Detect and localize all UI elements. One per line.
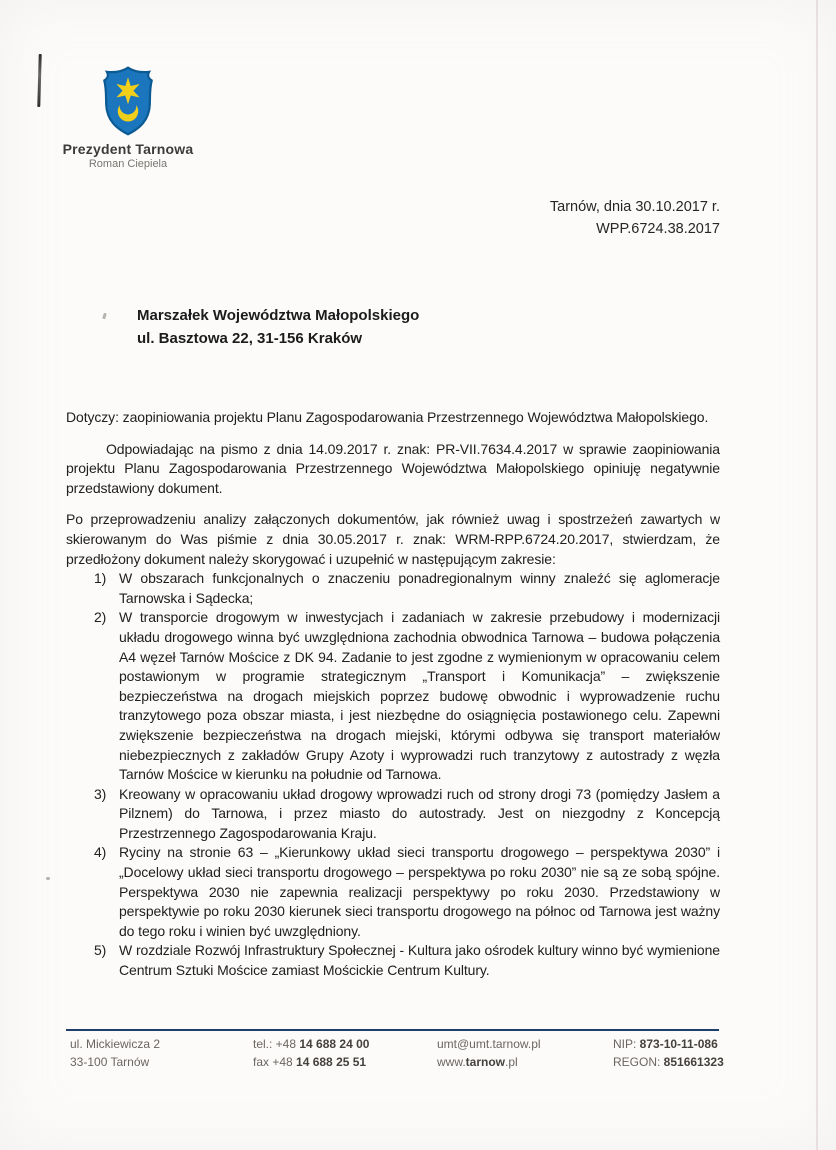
- footer-email: umt@umt.tarnow.pl: [437, 1037, 541, 1051]
- list-item-text: Kreowany w opracowaniu układ drogowy wprowadzi ruch od strony drogi 73 (pomiędzy Jasłem a Pilznem) do Tarnowa, i przez miasto do autostrady. Jest on niezgodny z Koncepcją Przestrzennego Zagospodarowania Kraju.: [119, 785, 720, 841]
- list-item-text: W rozdziale Rozwój Infrastruktury Społecznej - Kultura jako ośrodek kultury winno być wymienione Centrum Sztuki Mościce zamiast Mościckie Centrum Kultury.: [119, 942, 720, 979]
- list-item: [66, 608, 720, 784]
- list-item: [66, 569, 720, 608]
- scan-artifact: [46, 877, 50, 880]
- list-item-text: Ryciny na stronie 63 – „Kierunkowy układ sieci transportu drogowego – perspektywa 2030” i „Docelowy układ sieci transportu drogowego – perspektywa po roku 2030” nie są ze sobą spójne. Perspektywa 2030 nie zapewnia realizacji perspektywy po roku 2030. Przedstawiony w perspektywie po roku 2030 kierunek sieci transportu drogowego na północ od Tarnowa jest ważny do tego roku i winien być uwzględniony.: [119, 844, 720, 939]
- footer-website: www.tarnow.pl: [437, 1054, 518, 1069]
- signer-name: Roman Ciepiela: [88, 158, 168, 170]
- list-item-text: W obszarach funkcjonalnych o znaczeniu ponadregionalnym winny znaleźć się aglomeracje Tarnowska i Sądecka;: [119, 570, 720, 606]
- dateline: [550, 196, 720, 240]
- footer-regon: REGON: 851661323: [613, 1054, 724, 1069]
- response-paragraph: Odpowiadając na pismo z dnia 14.09.2017 r. znak: PR-VII.7634.4.2017 w sprawie zaopiniowania projektu Planu Zagospodarowania Przestrzennego Województwa Małopolskiego opiniuję negatywnie przedstawiony dokument.: [66, 440, 720, 496]
- list-item-number: 2): [94, 609, 107, 626]
- list-item-number: 1): [94, 570, 107, 587]
- footer-street: ul. Mickiewicza 2: [70, 1037, 161, 1051]
- subject-paragraph: Dotyczy: zaopiniowania projektu Planu Zagospodarowania Przestrzennego Województwa Małopolskiego.: [66, 409, 709, 425]
- scan-edge-artifact: [816, 0, 818, 1150]
- list-item: [66, 941, 720, 980]
- list-item-number: 4): [94, 844, 107, 861]
- footer-city: 33-100 Tarnów: [70, 1054, 150, 1069]
- list-item: [66, 843, 720, 941]
- footer-ids: [613, 1036, 724, 1071]
- footer-fax: fax +48 14 688 25 51: [253, 1054, 367, 1069]
- scan-artifact: [102, 313, 107, 320]
- tarnow-coat-of-arms-icon: [96, 64, 160, 138]
- letter-body: [66, 408, 720, 981]
- list-item-text: W transporcie drogowym w inwestycjach i zadaniach w zakresie przebudowy i modernizacji układu drogowego winna być uwzględniona zachodnia obwodnica Tarnowa – budowa połączenia A4 węzeł Tarnów Mościce z DK 94. Zadanie to jest zgodne z wymienionym w opracowaniu celem postawionym w programie strategicznym „Transport i Komunikacja” – zwiększenie bezpieczeństwa na drogach miejskich poprzez budowę obwodnic i wyprowadzenie ruchu tranzytowego poza obszar miasta, i jest niezbędne do osiągnięcia postawionego celu. Zapewni zwiększenie bezpieczeństwa na drogach miejski, którymi odbywa się transport materiałów niebezpiecznych z zakładów Grupy Azoty i wyprowadzi ruch tranzytowy z autostrady z węzła Tarnów Mościce w kierunku na południe od Tarnowa.: [119, 609, 720, 783]
- reference-number: WPP.6724.38.2017: [596, 221, 720, 237]
- letterhead: [28, 64, 228, 170]
- footer-nip: NIP: 873-10-11-086: [613, 1037, 718, 1051]
- list-item-number: 5): [94, 942, 107, 959]
- addressee-address: ul. Basztowa 22, 31-156 Kraków: [137, 329, 363, 347]
- addressee-name: Marszałek Województwa Małopolskiego: [137, 307, 420, 324]
- list-item: [66, 785, 720, 844]
- analysis-paragraph: Po przeprowadzeniu analizy załączonych dokumentów, jak również uwag i spostrzeżeń zawartych w skierowanym do Was piśmie z dnia 30.05.2017 r. znak: WRM-RPP.6724.20.2017, stwierdzam, że przedłożony dokument należy skorygować i uzupełnić w następującym zakresie:: [66, 511, 720, 567]
- footer-tel: tel.: +48 14 688 24 00: [253, 1037, 370, 1051]
- org-name: Prezydent Tarnowa: [62, 141, 194, 157]
- addressee-block: [137, 305, 419, 350]
- footer-phone: [253, 1036, 369, 1071]
- footer-rule: [66, 1029, 719, 1031]
- numbered-list: [66, 569, 720, 980]
- footer-address: [70, 1036, 160, 1071]
- place-and-date: Tarnów, dnia 30.10.2017 r.: [549, 199, 720, 215]
- footer-web: [437, 1036, 541, 1071]
- list-item-number: 3): [94, 785, 107, 802]
